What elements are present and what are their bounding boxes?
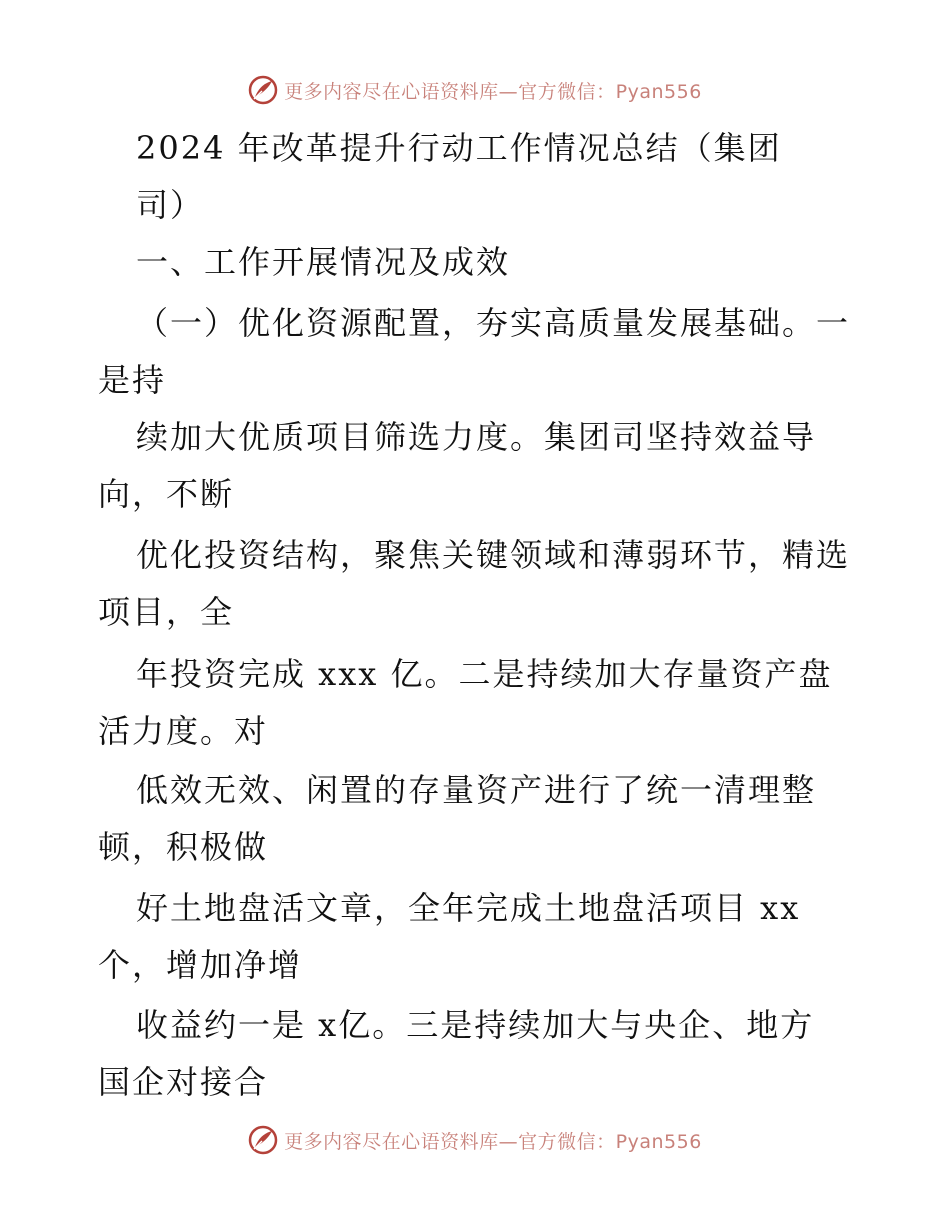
- paragraph-line: 活力度。对: [98, 712, 269, 750]
- paragraph-line: 向，不断: [98, 475, 235, 513]
- paragraph-line: 续加大优质项目筛选力度。集团司坚持效益导: [136, 418, 817, 456]
- feather-pen-logo-icon: [248, 75, 278, 105]
- paragraph-line: （一）优化资源配置，夯实高质量发展基础。一: [136, 304, 851, 342]
- paragraph-line: 顿，积极做: [98, 828, 269, 866]
- section-heading: 一、工作开展情况及成效: [136, 243, 511, 281]
- doc-title-line-2: 司）: [136, 186, 205, 224]
- paragraph-line: 低效无效、闲置的存量资产进行了统一清理整: [136, 771, 817, 809]
- paragraph-line: 优化投资结构，聚焦关键领域和薄弱环节，精选: [136, 536, 851, 574]
- paragraph-line: 项目，全: [98, 593, 235, 631]
- doc-title-line-1: 2024 年改革提升行动工作情况总结（集团: [136, 129, 782, 167]
- footer-watermark-banner: [0, 1122, 950, 1158]
- watermark-text: 更多内容尽在心语资料库—官方微信：Pyan556: [284, 1130, 702, 1153]
- paragraph-line: 收益约一是 x亿。三是持续加大与央企、地方: [136, 1006, 815, 1044]
- header-watermark-banner: [0, 72, 950, 108]
- feather-pen-logo-icon: [248, 1125, 278, 1155]
- paragraph-line: 年投资完成 xxx 亿。二是持续加大存量资产盘: [136, 655, 833, 693]
- paragraph-line: 个，增加净增: [98, 946, 303, 984]
- paragraph-line: 好土地盘活文章，全年完成土地盘活项目 xx: [136, 889, 801, 927]
- paragraph-line: 是持: [98, 361, 167, 399]
- watermark-text: 更多内容尽在心语资料库—官方微信：Pyan556: [284, 80, 702, 103]
- paragraph-line: 国企对接合: [98, 1063, 269, 1101]
